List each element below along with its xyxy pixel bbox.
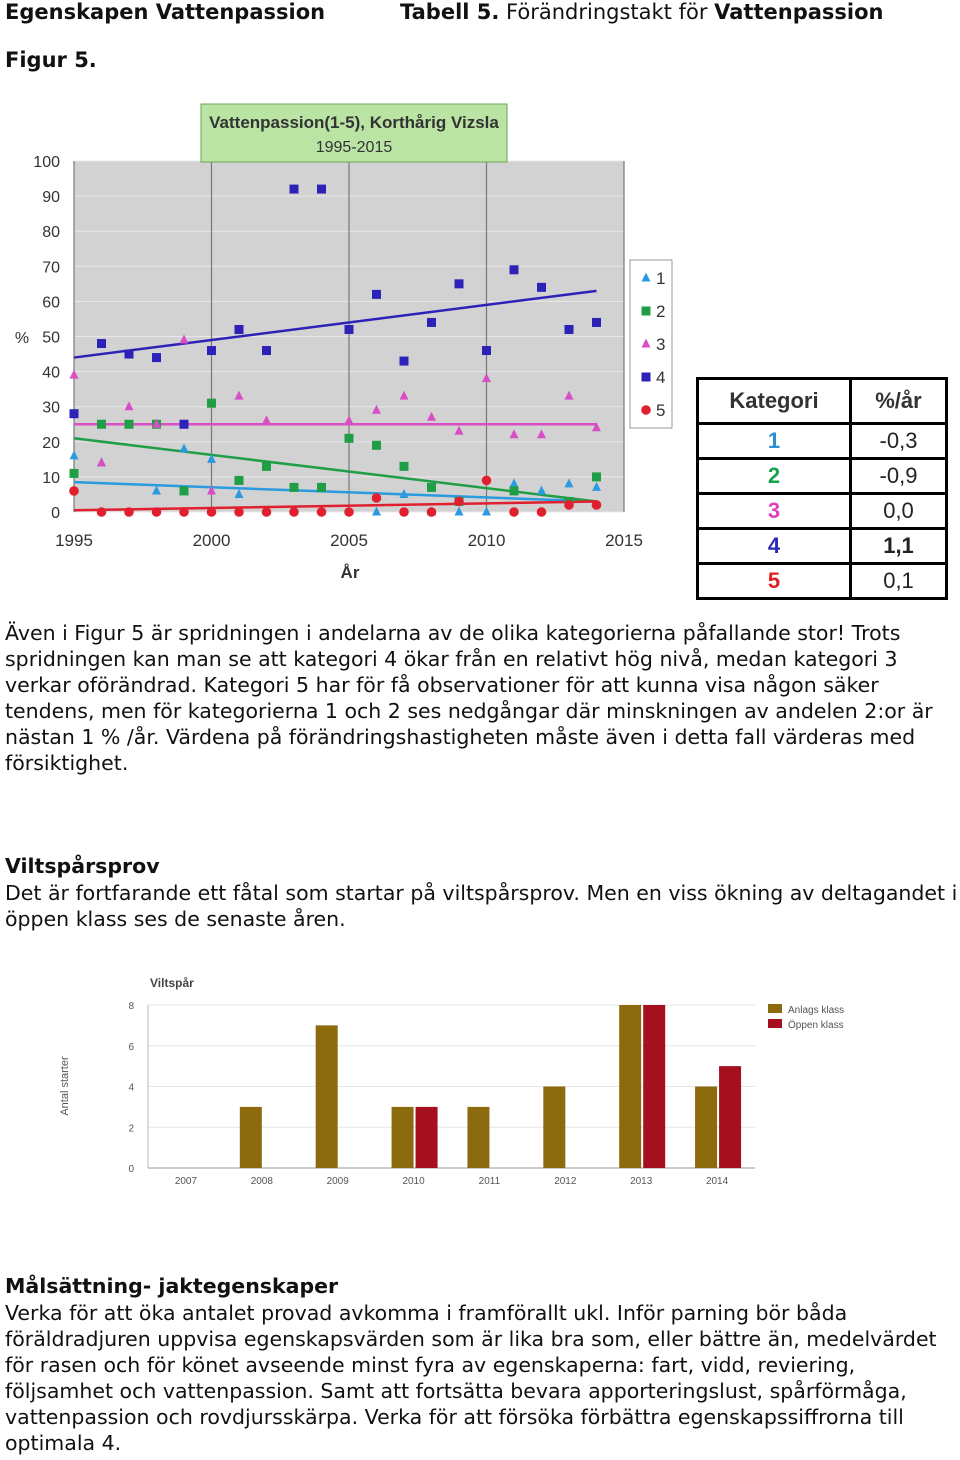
rate-table-kategori: 3 bbox=[698, 494, 851, 529]
y-tick-label: 20 bbox=[42, 434, 60, 452]
y-tick-label: 0 bbox=[51, 505, 60, 522]
data-point-series-4 bbox=[317, 185, 326, 194]
bar-x-tick-label: 2014 bbox=[705, 1176, 729, 1187]
rate-table-kategori: 5 bbox=[698, 564, 851, 599]
data-point-series-5 bbox=[262, 507, 272, 517]
rate-table-row bbox=[698, 424, 947, 459]
data-point-series-5 bbox=[69, 486, 79, 496]
legend-marker-2 bbox=[642, 307, 651, 316]
body-paragraph: Även i Figur 5 är spridningen i andelarna av de olika kategorierna påfallande stor! Trots spridningen kan man se att kategori 4 ökar från en relativt hög nivå, medan kategori 3 verkar oförändrad. Kategori 5 har för få observationer för att kunna visa någon säker tendens, men för kategorierna 1 och 2 ses nedgångar där minskningen av andelen 2:or är nästan 1 % /år. Värdena på förändringshastigheten måste även i detta fall värderas med försiktighet. bbox=[5, 621, 933, 775]
chart-title: Vattenpassion(1-5), Korthårig Vizsla bbox=[209, 113, 499, 132]
data-point-series-4 bbox=[290, 185, 299, 194]
legend-box bbox=[630, 260, 672, 428]
viltspar-paragraph: Det är fortfarande ett fåtal som startar på viltspårsprov. Men en viss ökning av deltagandet i öppen klass ses de senaste åren. bbox=[5, 881, 958, 931]
y-tick-label: 100 bbox=[33, 154, 60, 171]
data-point-series-2 bbox=[592, 472, 601, 481]
bar-y-tick-label: 4 bbox=[128, 1082, 134, 1094]
data-point-series-5 bbox=[124, 507, 134, 517]
rate-table-value: -0,3 bbox=[851, 424, 947, 459]
x-tick-label: 2010 bbox=[467, 531, 506, 550]
data-point-series-4 bbox=[565, 325, 574, 334]
bar-y-tick-label: 6 bbox=[128, 1041, 134, 1053]
rate-table-header-row bbox=[698, 379, 947, 424]
bar-legend-swatch bbox=[768, 1019, 782, 1028]
data-point-series-4 bbox=[482, 346, 491, 355]
rate-table-row bbox=[698, 459, 947, 494]
bar-x-tick-label: 2012 bbox=[554, 1176, 577, 1187]
data-point-series-2 bbox=[207, 399, 216, 408]
data-point-series-2 bbox=[235, 476, 244, 485]
x-tick-label: 2005 bbox=[330, 531, 368, 550]
data-point-series-5 bbox=[152, 507, 162, 517]
bar-chart-title: Viltspår bbox=[150, 976, 194, 990]
y-tick-label: 60 bbox=[42, 294, 60, 312]
y-tick-label: 40 bbox=[42, 364, 60, 382]
bar-anlagsklass bbox=[316, 1025, 338, 1168]
malsattning-heading: Målsättning- jaktegenskaper bbox=[5, 1274, 339, 1298]
data-point-series-5 bbox=[592, 500, 602, 510]
bar-oppenklass bbox=[416, 1107, 438, 1168]
data-point-series-2 bbox=[70, 469, 79, 478]
bar-y-tick-label: 0 bbox=[128, 1164, 134, 1175]
bar-x-tick-label: 2010 bbox=[402, 1176, 425, 1187]
bar-anlagsklass bbox=[619, 1005, 641, 1168]
vattenpassion-scatter-chart bbox=[4, 96, 679, 592]
data-point-series-5 bbox=[344, 507, 354, 517]
bar-anlagsklass bbox=[392, 1107, 414, 1168]
data-point-series-4 bbox=[427, 318, 436, 327]
rate-table-value: 0,0 bbox=[851, 494, 947, 529]
y-axis-label: % bbox=[14, 330, 30, 347]
legend-marker-5 bbox=[641, 405, 651, 415]
data-point-series-4 bbox=[510, 265, 519, 274]
rate-table-header-kategori: Kategori bbox=[698, 379, 851, 424]
data-point-series-5 bbox=[317, 507, 327, 517]
data-point-series-5 bbox=[289, 507, 299, 517]
data-point-series-2 bbox=[97, 420, 106, 429]
data-point-series-2 bbox=[262, 462, 271, 471]
y-tick-label: 10 bbox=[42, 469, 60, 487]
data-point-series-4 bbox=[592, 318, 601, 327]
data-point-series-5 bbox=[179, 507, 189, 517]
bar-x-tick-label: 2013 bbox=[630, 1176, 653, 1187]
table-caption bbox=[400, 0, 883, 24]
rate-table-row bbox=[698, 494, 947, 529]
data-point-series-4 bbox=[180, 420, 189, 429]
heading-text: Egenskapen Vattenpassion bbox=[5, 0, 326, 24]
bar-oppenklass bbox=[719, 1066, 741, 1168]
table-caption-label: Tabell 5. bbox=[400, 0, 500, 24]
y-tick-label: 70 bbox=[42, 259, 60, 277]
data-point-series-4 bbox=[345, 325, 354, 334]
table-caption-bold: Vattenpassion bbox=[714, 0, 884, 24]
legend-label: 2 bbox=[656, 302, 666, 321]
y-tick-label: 90 bbox=[42, 189, 60, 207]
x-axis-label: År bbox=[340, 563, 360, 582]
data-point-series-4 bbox=[125, 350, 134, 359]
data-point-series-2 bbox=[427, 483, 436, 492]
section-heading bbox=[5, 0, 325, 24]
bar-anlagsklass bbox=[695, 1087, 717, 1169]
rate-table-row bbox=[698, 564, 947, 599]
data-point-series-4 bbox=[455, 279, 464, 288]
figure-caption-text: Figur 5. bbox=[5, 48, 97, 72]
bar-anlagsklass bbox=[240, 1107, 262, 1168]
y-tick-label: 30 bbox=[42, 399, 60, 417]
y-tick-label: 50 bbox=[42, 329, 60, 347]
x-tick-label: 2000 bbox=[192, 531, 231, 550]
bar-anlagsklass bbox=[467, 1107, 489, 1168]
x-tick-label: 1995 bbox=[55, 531, 93, 550]
bar-y-tick-label: 8 bbox=[128, 1001, 134, 1012]
data-point-series-5 bbox=[564, 500, 574, 510]
bar-legend-swatch bbox=[768, 1004, 782, 1013]
data-point-series-4 bbox=[70, 409, 79, 418]
bar-x-tick-label: 2008 bbox=[250, 1176, 273, 1187]
chart-subtitle: 1995-2015 bbox=[315, 139, 393, 156]
data-point-series-4 bbox=[207, 346, 216, 355]
legend-label: 3 bbox=[656, 335, 666, 354]
malsattning-paragraph: Verka för att öka antalet provad avkomma i framförallt ukl. Inför parning bör båda föräldradjuren uppvisa egenskapsvärden som är lika bra som, eller bättre än, medelvärdet för rasen och för könet avseende minst fyra av egenskaperna: fart, vidd, reviering, följsamhet och vattenpassion. Samt att fortsätta bevara apporteringslust, spårförmåga, vattenpassion och rovdjursskärpa. Verka för att försöka förbättra egenskapssiffrorna till optimala 4. bbox=[5, 1301, 937, 1455]
data-point-series-4 bbox=[400, 357, 409, 366]
data-point-series-5 bbox=[509, 507, 519, 517]
x-tick-label: 2015 bbox=[605, 531, 643, 550]
legend-marker-4 bbox=[642, 373, 651, 382]
viltspar-bar-chart bbox=[40, 965, 900, 1195]
data-point-series-5 bbox=[399, 507, 409, 517]
data-point-series-5 bbox=[234, 507, 244, 517]
data-point-series-2 bbox=[372, 441, 381, 450]
rate-table-value: -0,9 bbox=[851, 459, 947, 494]
data-point-series-4 bbox=[97, 339, 106, 348]
legend-label: 1 bbox=[656, 269, 666, 288]
data-point-series-2 bbox=[317, 483, 326, 492]
data-point-series-5 bbox=[372, 493, 382, 503]
data-point-series-2 bbox=[400, 462, 409, 471]
bar-x-tick-label: 2009 bbox=[326, 1176, 349, 1187]
data-point-series-5 bbox=[207, 507, 217, 517]
viltspar-heading: Viltspårsprov bbox=[5, 854, 160, 878]
data-point-series-2 bbox=[180, 486, 189, 495]
legend-label: 5 bbox=[656, 401, 666, 420]
bar-legend-label: Anlags klass bbox=[788, 1005, 845, 1016]
data-point-series-2 bbox=[345, 434, 354, 443]
rate-table-kategori: 4 bbox=[698, 529, 851, 564]
y-tick-label: 80 bbox=[42, 224, 60, 242]
bar-chart-y-label: Antal starter bbox=[59, 1056, 71, 1116]
data-point-series-5 bbox=[454, 497, 464, 507]
bar-x-tick-label: 2011 bbox=[478, 1176, 501, 1187]
data-point-series-5 bbox=[97, 507, 107, 517]
rate-table-kategori: 2 bbox=[698, 459, 851, 494]
chart-legend bbox=[630, 260, 672, 428]
data-point-series-4 bbox=[537, 283, 546, 292]
data-point-series-5 bbox=[482, 476, 492, 486]
rate-table bbox=[696, 377, 948, 600]
rate-table-header-rate: %/år bbox=[851, 379, 947, 424]
bar-y-tick-label: 2 bbox=[128, 1123, 134, 1135]
data-point-series-5 bbox=[537, 507, 547, 517]
bar-x-tick-label: 2007 bbox=[174, 1176, 198, 1187]
table-caption-text: Förändringstakt för bbox=[499, 0, 715, 24]
data-point-series-4 bbox=[262, 346, 271, 355]
bar-legend-label: Öppen klass bbox=[788, 1020, 844, 1031]
rate-table-value: 0,1 bbox=[851, 564, 947, 599]
data-point-series-5 bbox=[427, 507, 437, 517]
bar-oppenklass bbox=[643, 1005, 665, 1168]
rate-table-row bbox=[698, 529, 947, 564]
rate-table-value: 1,1 bbox=[851, 529, 947, 564]
figure-caption bbox=[5, 48, 97, 72]
data-point-series-4 bbox=[152, 353, 161, 362]
bar-anlagsklass bbox=[543, 1087, 565, 1169]
data-point-series-4 bbox=[235, 325, 244, 334]
rate-table-kategori: 1 bbox=[698, 424, 851, 459]
data-point-series-2 bbox=[510, 486, 519, 495]
data-point-series-2 bbox=[290, 483, 299, 492]
data-point-series-4 bbox=[372, 290, 381, 299]
data-point-series-2 bbox=[125, 420, 134, 429]
legend-label: 4 bbox=[656, 368, 666, 387]
